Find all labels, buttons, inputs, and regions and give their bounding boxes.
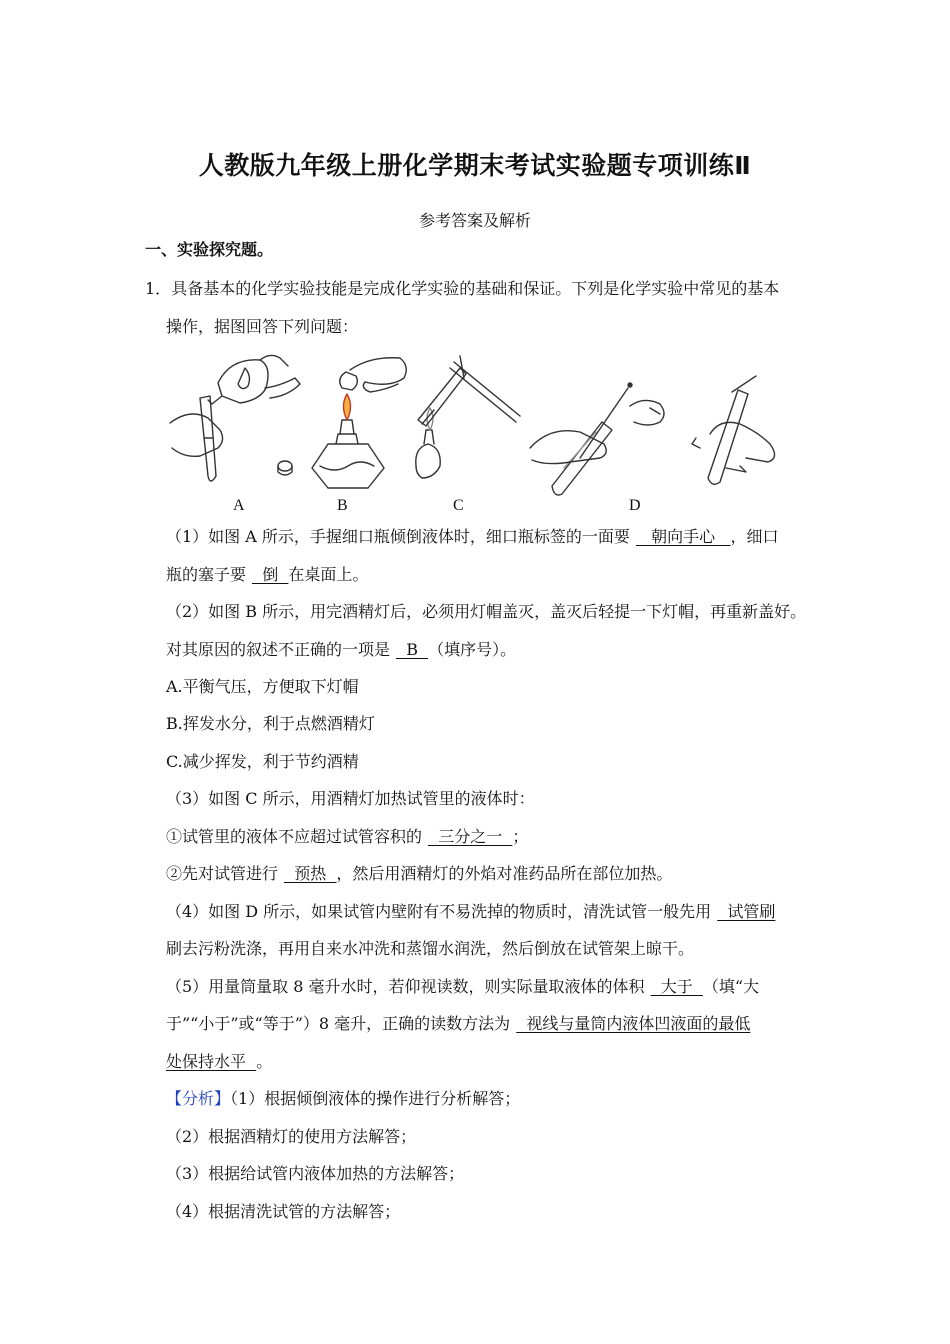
part5-line2: 于”“小于”或“等于”）8 毫升，正确的读数方法为 视线与量筒内液体凹液面的最低 <box>166 1014 751 1033</box>
figure-b-alcohol-lamp <box>312 358 406 488</box>
part5-line3: 处保持水平 。 <box>166 1052 273 1071</box>
figure-label-b: B <box>337 497 348 514</box>
figure-label-d: D <box>629 497 641 514</box>
question-stem-line1 <box>145 279 779 299</box>
option-a: A.平衡气压，方便取下灯帽 <box>166 677 359 696</box>
analysis-tag: 【分析】 <box>166 1089 231 1108</box>
figure-label-a: A <box>233 497 245 514</box>
part2-line1: （2）如图 B 所示，用完酒精灯后，必须用灯帽盖灭，盖灭后轻提一下灯帽，再重新盖好。 <box>166 602 807 621</box>
analysis-line2: （2）根据酒精灯的使用方法解答； <box>166 1127 417 1146</box>
analysis-line1: 【分析】（1）根据倾倒液体的操作进行分析解答； <box>166 1089 521 1108</box>
part4-line1: （4）如图 D 所示，如果试管内壁附有不易洗掉的物质时，清洗试管一般先用 试管刷 <box>166 902 776 921</box>
part3-sub2: ②先对试管进行 预热 ，然后用酒精灯的外焰对准药品所在部位加热。 <box>166 864 673 883</box>
figure-label-c: C <box>453 497 464 514</box>
answer-blank-7: 大于 <box>650 977 703 996</box>
figure-c-heating-tube <box>416 356 520 478</box>
part1-line1: （1）如图 A 所示，手握细口瓶倾倒液体时，细口瓶标签的一面要 朝向手心 ，细口 <box>166 527 779 546</box>
page-title: 人教版九年级上册化学期末考试实验题专项训练Ⅱ <box>198 151 752 180</box>
page-subtitle: 参考答案及解析 <box>418 211 531 230</box>
analysis-line3: （3）根据给试管内液体加热的方法解答； <box>166 1164 465 1183</box>
question-number: 1． <box>145 279 172 298</box>
question-stem-line2: 操作，据图回答下列问题： <box>166 317 359 336</box>
question-stem-text1: 具备基本的化学实验技能是完成化学实验的基础和保证。下列是化学实验中常见的基本 <box>171 279 780 298</box>
answer-blank-8a: 视线与量筒内液体凹液面的最低 <box>516 1014 751 1033</box>
figure-a-pouring <box>170 355 300 481</box>
analysis-line4: （4）根据清洗试管的方法解答； <box>166 1202 401 1221</box>
answer-blank-4: 三分之一 <box>428 827 513 846</box>
figure-d-brush-cleaning <box>530 376 775 495</box>
option-b: B.挥发水分，利于点燃酒精灯 <box>166 714 375 733</box>
option-c: C.减少挥发，利于节约酒精 <box>166 752 359 771</box>
part2-line2: 对其原因的叙述不正确的一项是 B （填序号）。 <box>166 640 517 659</box>
lab-operations-figure <box>160 348 800 518</box>
answer-blank-1: 朝向手心 <box>635 527 731 546</box>
part1-line2: 瓶的塞子要 倒 在桌面上。 <box>166 565 369 584</box>
part3-sub1: ①试管里的液体不应超过试管容积的 三分之一 ； <box>166 827 529 846</box>
answer-blank-8b: 处保持水平 <box>166 1052 257 1071</box>
answer-blank-5: 预热 <box>284 864 337 883</box>
answer-blank-6: 试管刷 <box>717 902 776 921</box>
part5-line1: （5）用量筒量取 8 毫升水时，若仰视读数，则实际量取液体的体积 大于 （填“大 <box>166 977 760 996</box>
section-heading: 一、实验探究题。 <box>145 240 274 259</box>
part3-line1: （3）如图 C 所示，用酒精灯加热试管里的液体时： <box>166 789 535 808</box>
answer-blank-3: B <box>396 640 429 659</box>
answer-blank-2: 倒 <box>252 565 289 584</box>
part4-line2: 刷去污粉洗涤，再用自来水冲洗和蒸馏水润洗，然后倒放在试管架上晾干。 <box>166 939 695 958</box>
